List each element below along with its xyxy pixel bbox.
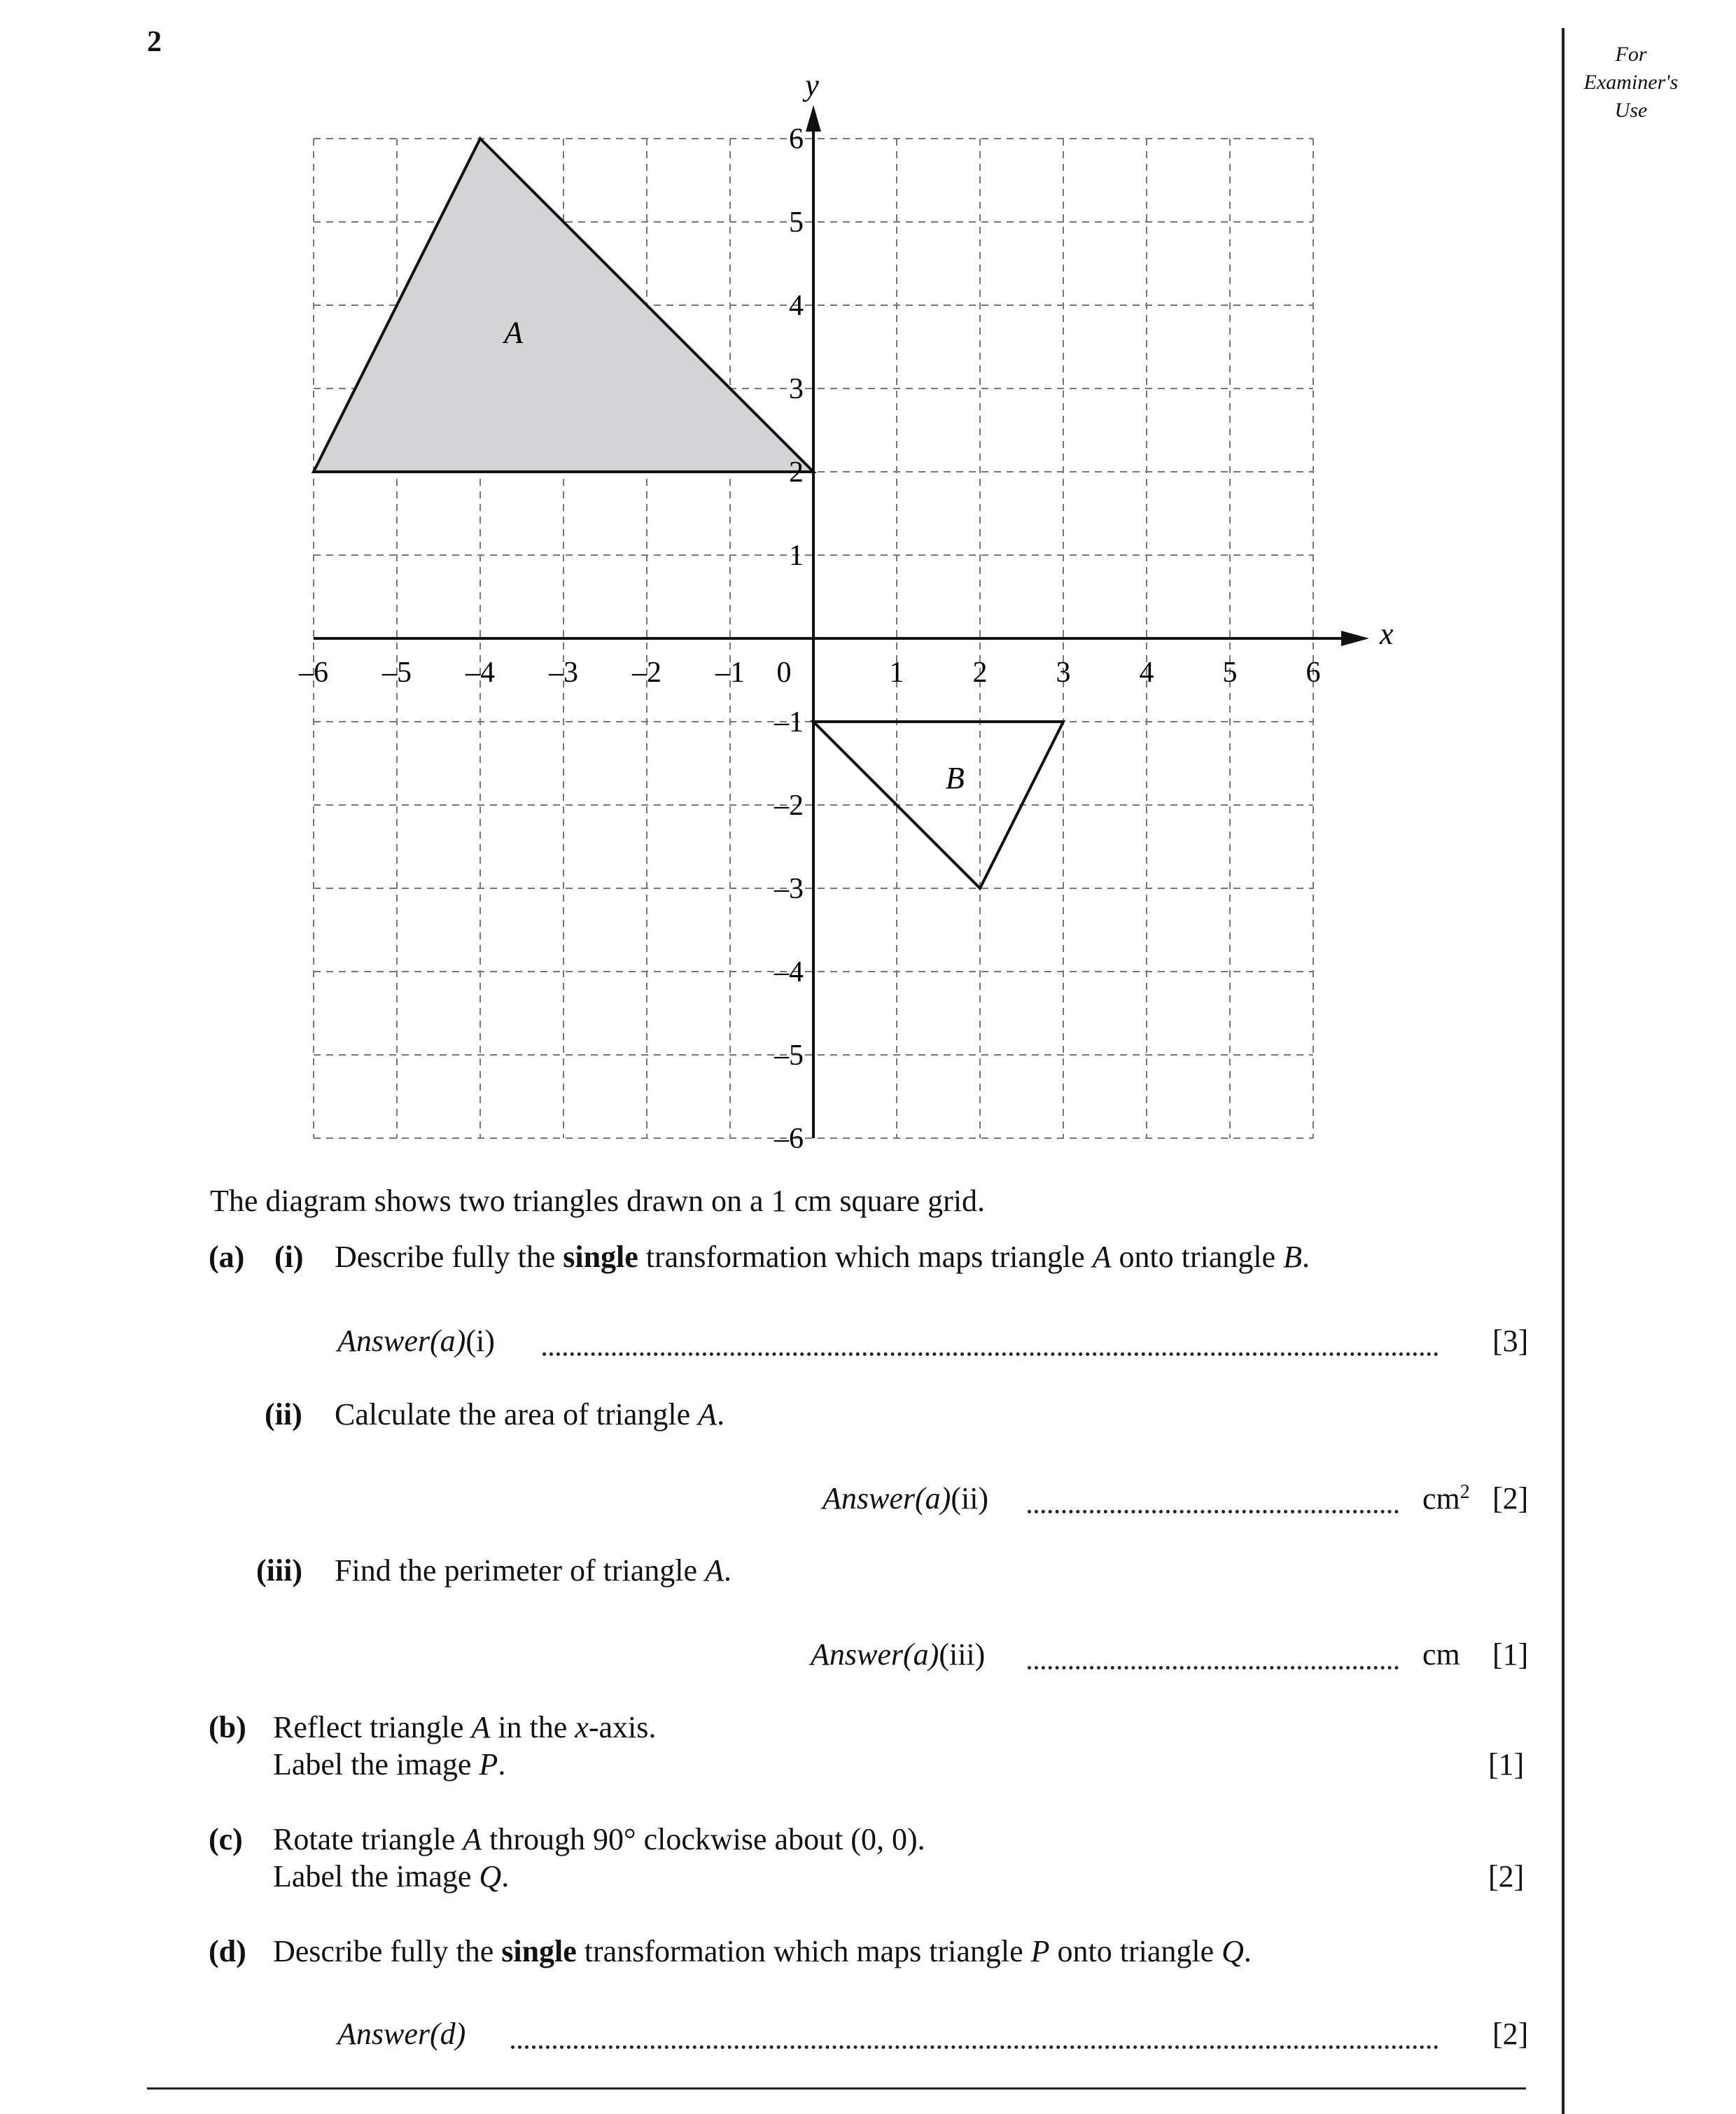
part-d-label: (d) bbox=[209, 1934, 246, 1968]
part-c-line-2: Label the image Q. bbox=[273, 1859, 510, 1893]
triangle-a-label: A bbox=[504, 315, 524, 350]
triangle-b-label: B bbox=[945, 761, 965, 796]
answer-a-ii-label: Answer(a)(ii) bbox=[822, 1481, 989, 1516]
x-tick-label: 5 bbox=[1222, 657, 1238, 689]
y-tick-label: 2 bbox=[789, 456, 804, 489]
part-a-label: (a) bbox=[209, 1240, 245, 1274]
y-tick-label: –6 bbox=[774, 1123, 804, 1155]
intro-text: The diagram shows two triangles drawn on a 1 cm square grid. bbox=[210, 1184, 986, 1218]
y-tick-label: 1 bbox=[789, 540, 804, 572]
y-axis-label: y bbox=[805, 68, 819, 102]
answer-a-i-label: Answer(a)(i) bbox=[337, 1324, 495, 1358]
marks-a-i: [3] bbox=[1492, 1324, 1529, 1358]
examiner-line-3: Use bbox=[1614, 99, 1648, 122]
examiner-line-1: For bbox=[1615, 43, 1647, 66]
part-a-iii-question: Find the perimeter of triangle A. bbox=[335, 1553, 732, 1588]
y-tick-label: –5 bbox=[774, 1040, 804, 1072]
x-tick-label: –2 bbox=[632, 657, 662, 689]
bottom-rule bbox=[147, 2087, 1526, 2090]
examiner-line-2: Examiner's bbox=[1583, 71, 1679, 94]
y-tick-label: 4 bbox=[789, 290, 804, 322]
triangle-a bbox=[314, 139, 813, 472]
x-tick-label: 3 bbox=[1056, 657, 1071, 689]
y-tick-label: –3 bbox=[774, 873, 804, 905]
part-c-line-1: Rotate triangle A through 90° clockwise about (0, 0). bbox=[273, 1822, 925, 1856]
answer-d-label: Answer(d) bbox=[337, 2017, 466, 2051]
y-tick-label: 6 bbox=[789, 123, 804, 155]
x-tick-label: 6 bbox=[1306, 657, 1321, 689]
part-d-question: Describe fully the single transformation which maps triangle P onto triangle Q. bbox=[273, 1934, 1252, 1968]
y-tick-label: –2 bbox=[774, 790, 804, 822]
part-b-label: (b) bbox=[209, 1710, 246, 1744]
x-tick-label: 2 bbox=[972, 657, 988, 689]
answer-a-ii-field[interactable] bbox=[1028, 1510, 1399, 1513]
part-a-i-label: (i) bbox=[274, 1240, 304, 1274]
answer-a-i-field[interactable] bbox=[542, 1352, 1438, 1356]
marks-a-ii: [2] bbox=[1492, 1481, 1529, 1516]
y-tick-label: 5 bbox=[789, 206, 804, 239]
answer-a-iii-field[interactable] bbox=[1028, 1666, 1399, 1670]
part-b-line-2: Label the image P. bbox=[273, 1747, 506, 1782]
answer-d-field[interactable] bbox=[511, 2045, 1438, 2049]
x-axis-label: x bbox=[1380, 617, 1394, 651]
part-b-line-1: Reflect triangle A in the x-axis. bbox=[273, 1710, 657, 1744]
x-axis-arrow bbox=[1341, 631, 1369, 646]
x-tick-label-0: 0 bbox=[776, 657, 792, 689]
x-tick-label: –6 bbox=[299, 657, 328, 689]
page-number: 2 bbox=[147, 26, 162, 58]
part-a-i-question: Describe fully the single transformation which maps triangle A onto triangle B. bbox=[335, 1240, 1310, 1274]
part-a-iii-label: (iii) bbox=[256, 1553, 302, 1588]
part-c-label: (c) bbox=[209, 1822, 243, 1856]
y-tick-label: –4 bbox=[774, 956, 804, 988]
part-a-ii-question: Calculate the area of triangle A. bbox=[335, 1397, 725, 1432]
x-tick-label: –3 bbox=[549, 657, 578, 689]
x-tick-label: –4 bbox=[465, 657, 495, 689]
marks-c: [2] bbox=[1488, 1859, 1525, 1893]
x-tick-label: –1 bbox=[715, 657, 745, 689]
marks-d: [2] bbox=[1492, 2017, 1529, 2051]
y-axis-arrow bbox=[806, 105, 821, 132]
x-tick-label: –5 bbox=[382, 657, 412, 689]
y-tick-label: 3 bbox=[789, 373, 804, 405]
x-tick-label: 4 bbox=[1139, 657, 1154, 689]
marks-a-iii: [1] bbox=[1492, 1637, 1529, 1672]
part-a-ii-label: (ii) bbox=[265, 1397, 302, 1432]
unit-cm: cm bbox=[1422, 1637, 1460, 1672]
x-tick-label: 1 bbox=[889, 657, 904, 689]
answer-a-iii-label: Answer(a)(iii) bbox=[811, 1637, 986, 1672]
marks-b: [1] bbox=[1488, 1747, 1525, 1782]
y-tick-label: –1 bbox=[774, 706, 804, 738]
unit-cm2: $cm^2$ bbox=[1422, 1481, 1470, 1516]
